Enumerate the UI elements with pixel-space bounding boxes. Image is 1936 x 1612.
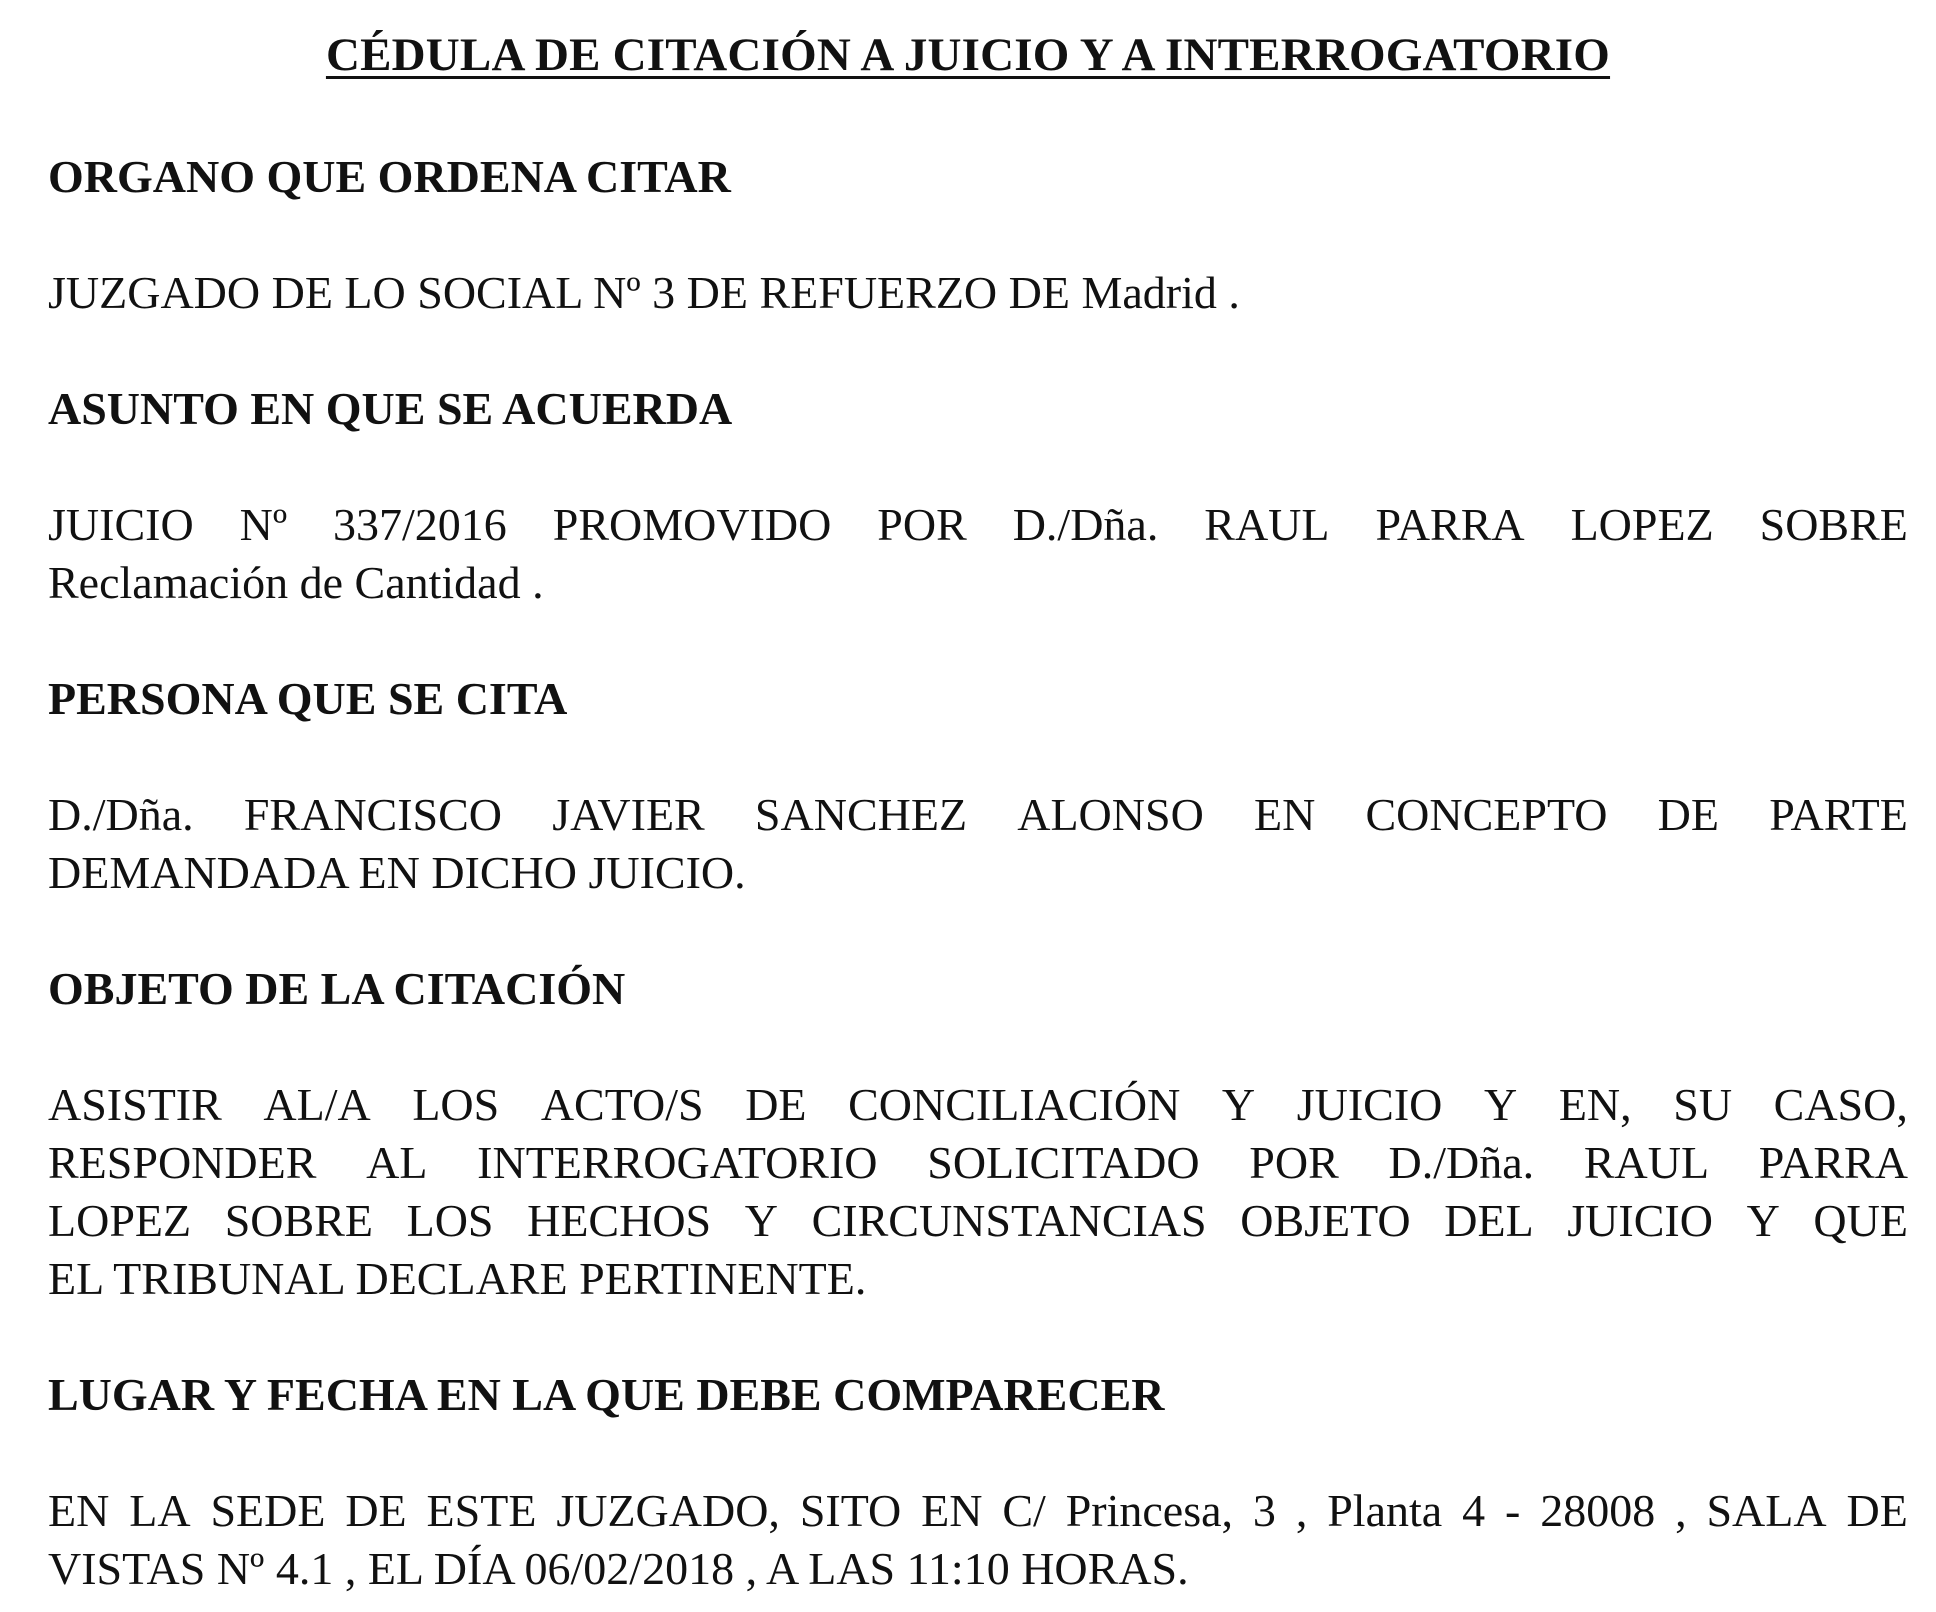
word: CONCILIACIÓN [848, 1079, 1181, 1130]
section-body-organo [48, 264, 1908, 322]
word: EN [48, 1485, 110, 1536]
word: DE [1846, 1485, 1908, 1536]
word: RAUL [1583, 1137, 1710, 1188]
word: SOBRE [1759, 499, 1908, 550]
word: FRANCISCO [243, 789, 503, 840]
word: , [1675, 1485, 1687, 1536]
word: SOBRE [224, 1195, 373, 1246]
word: JUICIO [48, 499, 194, 550]
word: ALONSO [1017, 789, 1204, 840]
text-line [48, 1482, 1908, 1540]
word: 4 [1462, 1485, 1486, 1536]
word: AL/A [263, 1079, 371, 1130]
word: D./Dña. [48, 789, 194, 840]
word: LOPEZ [48, 1195, 192, 1246]
word: CASO, [1773, 1079, 1908, 1130]
word: SALA [1706, 1485, 1827, 1536]
word: Y [1221, 1079, 1256, 1130]
section-body-asunto [48, 496, 1908, 612]
word: ESTE [426, 1485, 537, 1536]
word: LOS [406, 1195, 494, 1246]
word: 28008 [1540, 1485, 1656, 1536]
justified-row [48, 1076, 1908, 1134]
text-line [48, 1192, 1908, 1250]
word: DEL [1444, 1195, 1534, 1246]
word: Y [1746, 1195, 1780, 1246]
word: QUE [1813, 1195, 1908, 1246]
word: LA [129, 1485, 191, 1536]
section-body-persona [48, 786, 1908, 902]
word: JUZGADO, [556, 1485, 780, 1536]
word: PARRA [1375, 499, 1525, 550]
word: ACTO/S [540, 1079, 704, 1130]
word: POR [1249, 1137, 1339, 1188]
word: DE [345, 1485, 407, 1536]
word: JUICIO [1567, 1195, 1713, 1246]
word: OBJETO [1240, 1195, 1411, 1246]
word: DE [745, 1079, 807, 1130]
justified-row [48, 1192, 1908, 1250]
word: JAVIER [552, 789, 705, 840]
word: Y [744, 1195, 778, 1246]
word: RESPONDER [48, 1137, 317, 1188]
word: , [1295, 1485, 1308, 1536]
word: EN [921, 1485, 983, 1536]
word: Nº [239, 499, 288, 550]
word: DE [1657, 789, 1719, 840]
justified-row [48, 1134, 1908, 1192]
word: HECHOS [527, 1195, 712, 1246]
word: POR [877, 499, 967, 550]
text-line: JUZGADO DE LO SOCIAL Nº 3 DE REFUERZO DE Madrid . [48, 267, 1240, 318]
word: PROMOVIDO [552, 499, 832, 550]
word: SU [1673, 1079, 1733, 1130]
word: RAUL [1204, 499, 1330, 550]
word: 337/2016 [333, 499, 507, 550]
section-heading-objeto: OBJETO DE LA CITACIÓN [48, 963, 626, 1014]
text-line [48, 1134, 1908, 1192]
text-line: DEMANDADA EN DICHO JUICIO. [48, 847, 746, 898]
section-heading-lugar: LUGAR Y FECHA EN LA QUE DEBE COMPARECER [48, 1369, 1165, 1420]
word: CONCEPTO [1365, 789, 1608, 840]
word: LOPEZ [1570, 499, 1714, 550]
word: PARTE [1769, 789, 1908, 840]
section-body-lugar [48, 1482, 1908, 1598]
text-line: Reclamación de Cantidad . [48, 557, 544, 608]
word: Princesa, [1065, 1485, 1234, 1536]
word: INTERROGATORIO [477, 1137, 878, 1188]
word: C/ [1002, 1485, 1046, 1536]
word: SOLICITADO [927, 1137, 1200, 1188]
word: 3 [1252, 1485, 1276, 1536]
word: SANCHEZ [754, 789, 968, 840]
justified-row [48, 1482, 1908, 1540]
section-heading-asunto: ASUNTO EN QUE SE ACUERDA [48, 383, 733, 434]
word: SEDE [210, 1485, 326, 1536]
text-line: VISTAS Nº 4.1 , EL DÍA 06/02/2018 , A LAS 11:10 HORAS. [48, 1543, 1189, 1594]
justified-row [48, 786, 1908, 844]
word: LOS [412, 1079, 500, 1130]
section-heading-organo: ORGANO QUE ORDENA CITAR [48, 151, 731, 202]
word: Planta [1327, 1485, 1443, 1536]
word: JUICIO [1296, 1079, 1443, 1130]
text-line [48, 786, 1908, 844]
word: D./Dña. [1012, 499, 1159, 550]
word: ASISTIR [48, 1079, 222, 1130]
word: SITO [799, 1485, 902, 1536]
word: CIRCUNSTANCIAS [811, 1195, 1207, 1246]
word: - [1504, 1485, 1521, 1536]
word: D./Dña. [1388, 1137, 1535, 1188]
text-line [48, 1076, 1908, 1134]
section-body-objeto [48, 1076, 1908, 1308]
word: EN [1253, 789, 1316, 840]
text-line [48, 496, 1908, 554]
document-title: CÉDULA DE CITACIÓN A JUICIO Y A INTERROGATORIO [325, 29, 1611, 81]
word: Y [1484, 1079, 1518, 1130]
word: AL [366, 1137, 428, 1188]
section-heading-persona: PERSONA QUE SE CITA [48, 673, 568, 724]
justified-row [48, 496, 1908, 554]
text-line: EL TRIBUNAL DECLARE PERTINENTE. [48, 1253, 867, 1304]
word: EN, [1558, 1079, 1632, 1130]
word: PARRA [1758, 1137, 1908, 1188]
